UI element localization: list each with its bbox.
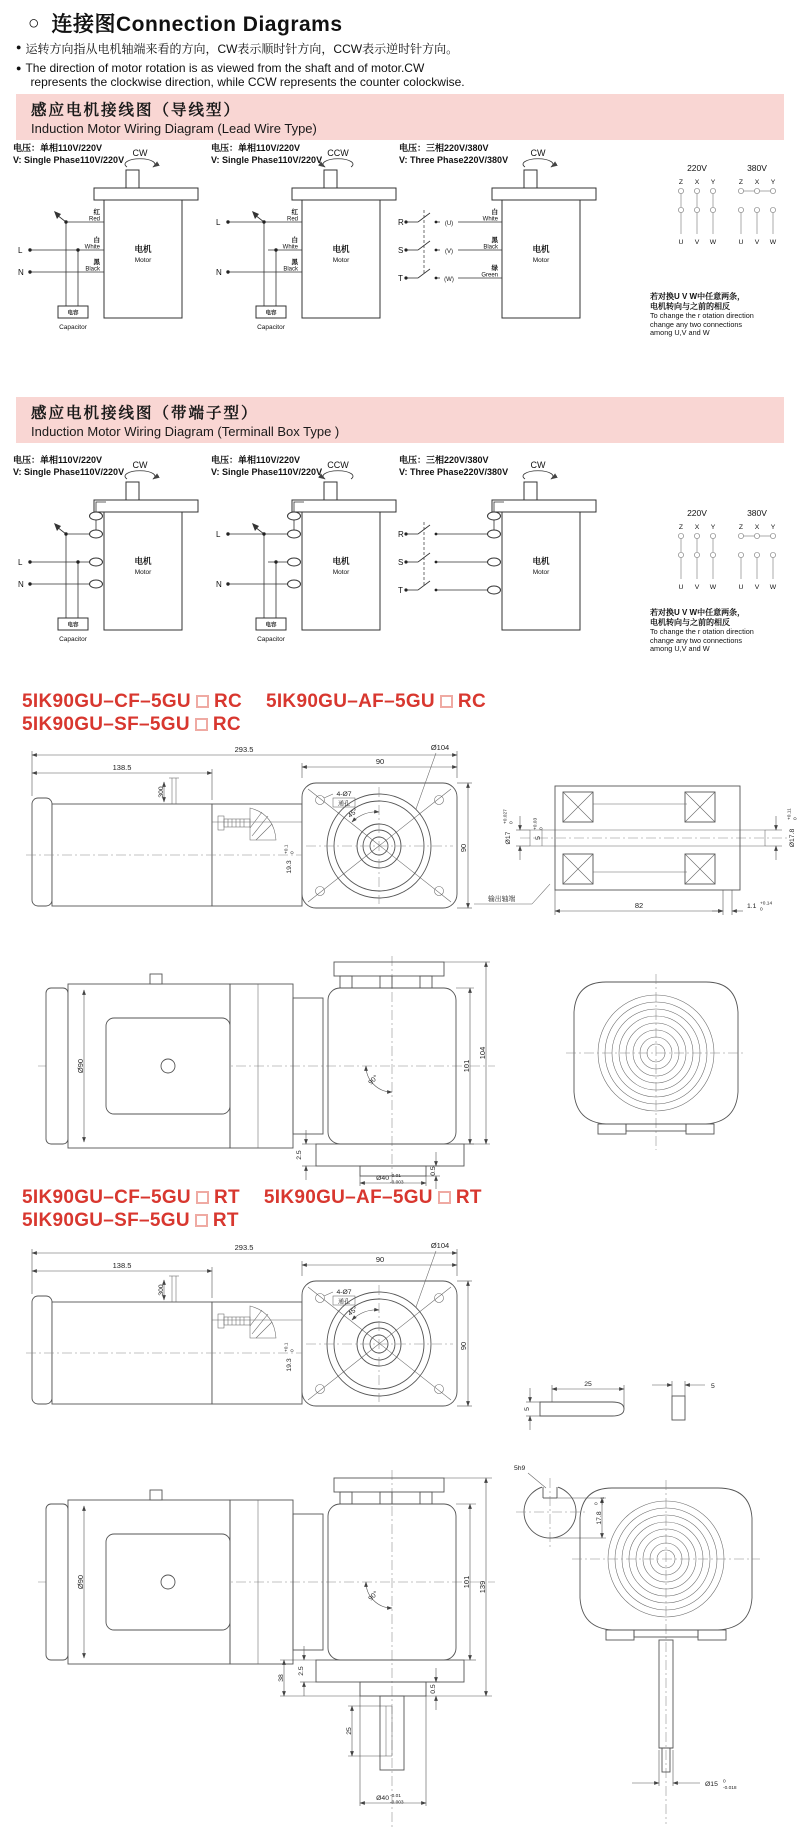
dim-gearbox-width: 90: [375, 1255, 385, 1264]
svg-text:0: 0: [290, 851, 296, 854]
dim-key-length: 25: [584, 1381, 592, 1388]
motor-zh: 电机: [532, 556, 550, 566]
motor-body: [32, 1296, 302, 1404]
rotation-arrow: [323, 471, 353, 479]
model-name: 5IK90GU–AF–5GU: [265, 691, 435, 712]
wires: [30, 502, 106, 618]
note-rotation-zh: [16, 40, 458, 57]
dim-t25: 2.5: [298, 1666, 305, 1676]
voltage-zh: 电压：三相220V/380V: [399, 455, 489, 465]
dim-h101: 101: [462, 1575, 471, 1589]
frame-box-icon: [438, 1191, 451, 1204]
junction-dots: [28, 220, 79, 273]
svg-text:5: 5: [535, 836, 542, 840]
dim-angle-90: 90°: [367, 1074, 380, 1087]
through-hole-label: 通孔: [337, 1299, 351, 1306]
svg-text:+0.1: +0.1: [284, 844, 290, 854]
letter-u: U: [678, 239, 684, 246]
rotation-label: CW: [132, 460, 148, 470]
svg-text:+0.11: +0.11: [787, 808, 793, 820]
wire-black-en: Black: [85, 266, 100, 273]
model-title-rc: [22, 690, 486, 736]
dim-body-diameter: Ø90: [76, 1058, 85, 1074]
v220-label: 220V: [687, 508, 707, 518]
rt-fan-cover-view: [560, 1478, 770, 1830]
letter-v: V: [754, 584, 760, 591]
motor-zh: 电机: [134, 244, 152, 254]
rt-key-detail-drawing: [492, 1364, 792, 1454]
rc-bottom-view-drawing: [8, 944, 500, 1189]
voltage-en: V: Three Phase220V/380V: [399, 155, 509, 165]
key-section: [672, 1396, 685, 1420]
rotation-label: CCW: [327, 460, 349, 470]
dim-mount-holes: 4-Ø7: [336, 791, 352, 798]
letter-z: Z: [678, 524, 684, 531]
voltage-en: V: Single Phase110V/220V: [13, 155, 125, 165]
wire-white-zh: 白: [291, 237, 298, 244]
note-zh2: 电机转向与之前的相反: [650, 302, 730, 311]
terminal-R: R: [398, 218, 404, 227]
dim-angle-45: 45°: [346, 807, 360, 820]
wire-black-zh: 黑: [291, 259, 298, 266]
rc-shaft-section-drawing: [470, 734, 800, 924]
dim-length-82: 82: [634, 901, 644, 910]
terminal-connection-panel-term: [622, 505, 797, 617]
motor-body: [46, 1490, 230, 1664]
page-title: 连接图Connection Diagrams: [51, 13, 343, 36]
dim-t25: 2.5: [296, 1150, 303, 1160]
rotation-arrow: [125, 471, 155, 479]
capacitor-en: Capacitor: [59, 636, 87, 643]
letter-z: Z: [678, 179, 684, 186]
model-name: 5IK90GU–SF–5GU: [22, 1210, 190, 1231]
dim-lip: 0.5: [430, 1166, 437, 1176]
capacitor-en: Capacitor: [257, 636, 285, 643]
note-text-zh: 运转方向指从电机轴端来看的方向，CW表示顺时针方向，CCW表示逆时针方向。: [25, 42, 459, 56]
rotation-label: CW: [530, 460, 546, 470]
letter-x: X: [694, 524, 700, 531]
note-en3: among U,V and W: [650, 644, 710, 654]
rotation-label: CCW: [327, 148, 349, 158]
capacitor-zh: 电容: [67, 310, 79, 317]
motor-zh: 电机: [332, 556, 350, 566]
note-en-line1: The direction of motor rotation is as viewed from the shaft and of motor.CW: [25, 61, 425, 75]
model-suffix: RT: [455, 1187, 482, 1208]
dim-total-length: 293.5: [234, 745, 254, 754]
letter-x: X: [694, 179, 700, 186]
v220-label: 220V: [687, 163, 707, 173]
wire-black-zh: 黑: [93, 259, 100, 266]
wire-red-zh: 红: [93, 209, 100, 216]
shaft-keyway: [386, 1706, 392, 1756]
model-name: 5IK90GU–AF–5GU: [263, 1187, 433, 1208]
section-circle-icon: ○: [28, 12, 40, 34]
svg-text:+0.1: +0.1: [284, 1342, 290, 1352]
voltage-zh: 电压：单相110V/220V: [211, 143, 301, 153]
key-side-profile: [540, 1402, 624, 1416]
capacitor-zh: 电容: [265, 310, 277, 317]
svg-text:0: 0: [539, 827, 545, 830]
rotation-note-lead: [650, 292, 800, 338]
letter-v: V: [694, 239, 700, 246]
frame-box-icon: [440, 695, 453, 708]
voltage-en: V: Single Phase110V/220V: [211, 467, 323, 477]
terminal-T: T: [398, 586, 403, 595]
junction-dots: [226, 532, 277, 585]
dim-boss-diameter: Ø40: [376, 1795, 389, 1802]
dim-lines: [516, 816, 782, 915]
svg-text:-0.1: -0.1: [600, 1496, 606, 1505]
wiring-term-three-cw: [396, 452, 628, 652]
svg-text:Ø17.8: Ø17.8: [789, 828, 796, 848]
terminal-L: L: [18, 246, 23, 255]
model-suffix: RC: [213, 691, 242, 712]
letter-v: V: [694, 584, 700, 591]
dim-step: 1.1: [747, 903, 757, 910]
motor-zh: 电机: [134, 556, 152, 566]
capacitor-zh: 电容: [67, 622, 79, 629]
motor-en: Motor: [332, 569, 350, 576]
terminal-T: T: [398, 274, 403, 283]
model-line1: [22, 1186, 482, 1209]
banner-title-en: Induction Motor Wiring Diagram (Terminall Box Type ): [31, 424, 340, 439]
dim-wire-length: 300: [158, 786, 165, 798]
letter-x: X: [754, 179, 760, 186]
output-shaft-label: 输出轴端: [488, 896, 516, 903]
dim-key-width: 5: [711, 1383, 715, 1390]
svg-text:0: 0: [290, 1349, 296, 1352]
v380-label: 380V: [747, 163, 767, 173]
lead-wire: [169, 778, 179, 804]
terminal-L: L: [18, 558, 23, 567]
banner-title-zh: 感应电机接线图（带端子型）: [31, 405, 259, 422]
wiring-term-single-cw: [10, 452, 210, 652]
rotation-label: CW: [132, 148, 148, 158]
motor-en: Motor: [332, 257, 350, 264]
note-en1: To change the r otation direction: [650, 627, 754, 636]
banner-lead-wire: [16, 94, 784, 140]
dim-lines: [526, 1381, 705, 1430]
rotation-arrow: [125, 159, 155, 167]
dim-h101: 101: [462, 1059, 471, 1073]
motor-en: Motor: [532, 569, 550, 576]
junction-dots: [226, 220, 277, 273]
terminal-N: N: [18, 580, 24, 589]
model-suffix: RT: [212, 1210, 239, 1231]
v380-label: 380V: [747, 508, 767, 518]
dim-boss-dn: -0.003: [390, 1180, 404, 1186]
svg-text:+0.027: +0.027: [503, 809, 509, 824]
gearbox-front-view: [302, 783, 457, 908]
terminal-N: N: [216, 268, 222, 277]
gearhead: [230, 1478, 464, 1770]
model-line1: [22, 690, 486, 713]
dim-rear-shaft-dn: -0.018: [723, 1786, 737, 1791]
model-title-rt: [22, 1186, 482, 1232]
wiring-lead-single-cw: [10, 140, 210, 340]
voltage-zh: 电压：单相110V/220V: [211, 455, 301, 465]
rotation-note-term: [650, 608, 800, 654]
dim-key-length: 25: [346, 1727, 353, 1735]
wiring-lead-single-ccw: [208, 140, 408, 340]
svg-text:19.3: 19.3: [286, 860, 293, 874]
page-header: [28, 8, 343, 38]
svg-text:Ø17: Ø17: [505, 831, 512, 845]
letter-w: W: [709, 584, 717, 591]
letter-v: V: [754, 239, 760, 246]
svg-text:17.8: 17.8: [596, 1511, 603, 1525]
wire-white-en: White: [482, 216, 498, 223]
terminal-S: S: [398, 246, 404, 255]
wire-white-zh: 白: [93, 237, 100, 244]
svg-text:0: 0: [793, 817, 799, 820]
note-en2: change any two connections: [650, 319, 743, 329]
dim-boss-dn: -0.003: [390, 1800, 404, 1806]
rt-side-view-drawing: [12, 1234, 482, 1419]
through-hole-label: 通孔: [337, 801, 351, 808]
dim-rear-shaft-up: 0: [723, 1779, 726, 1785]
rt-bottom-view-drawing: [8, 1430, 500, 1832]
panel-220v: [678, 524, 716, 591]
wire-black-en: Black: [283, 266, 298, 273]
frame-box-icon: [196, 1191, 209, 1204]
rotation-arrow: [523, 159, 553, 167]
dim-gearbox-width: 90: [375, 757, 385, 766]
dim-motor-length: 138.5: [112, 763, 132, 772]
note-en3: among U,V and W: [650, 328, 710, 338]
dim-shaft-d178: [787, 808, 799, 847]
capacitor-zh: 电容: [265, 622, 277, 629]
note-zh1: 若对换U V W中任意两条，: [650, 608, 746, 617]
dim-rear-shaft-dia: Ø15: [705, 1781, 718, 1788]
model-suffix: RC: [212, 714, 241, 735]
motor-zh: 电机: [532, 244, 550, 254]
note-text-en: [25, 61, 464, 89]
frame-box-icon: [196, 695, 209, 708]
letter-w: W: [709, 239, 717, 246]
dim-angle-45: 45°: [346, 1305, 360, 1318]
note-en-line2: represents the clockwise direction, while CCW represents the counter colockwise.: [30, 75, 465, 89]
phase-w: (W): [444, 277, 454, 283]
terminal-S: S: [398, 558, 404, 567]
wire-black-en: Black: [483, 244, 498, 251]
wire-green-en: Green: [481, 272, 498, 279]
motor-en: Motor: [134, 569, 152, 576]
dim-h104: 104: [478, 1046, 487, 1060]
dim-lip: 0.5: [430, 1684, 437, 1694]
terminal-L: L: [216, 218, 221, 227]
frame-box-icon: [195, 718, 208, 731]
letter-u: U: [678, 584, 684, 591]
rc-side-view-drawing: [12, 736, 482, 921]
bullet-icon: ●: [16, 42, 22, 52]
model-suffix: RC: [457, 691, 486, 712]
terminal-connection-panel-lead: [622, 160, 797, 272]
dim-flange-diameter: Ø104: [430, 1241, 450, 1250]
dim-boss-diameter: Ø40: [376, 1175, 389, 1182]
model-suffix: RT: [213, 1187, 240, 1208]
model-line2: [22, 713, 486, 736]
voltage-en: V: Single Phase110V/220V: [13, 467, 125, 477]
dim-flange-diameter: Ø104: [430, 743, 450, 752]
dim-gearbox-height: 90: [459, 843, 468, 853]
letter-u: U: [738, 584, 744, 591]
letter-u: U: [738, 239, 744, 246]
note-en2: change any two connections: [650, 635, 743, 645]
rotation-label: CW: [530, 148, 546, 158]
bullet-icon: ●: [16, 63, 22, 73]
phase-v: (V): [445, 249, 453, 255]
dim-lines: [302, 962, 490, 1189]
motor-zh: 电机: [332, 244, 350, 254]
wiring-lead-three-cw: [396, 140, 628, 340]
letter-y: Y: [710, 179, 716, 186]
wire-red-zh: 红: [291, 209, 298, 216]
capacitor-en: Capacitor: [59, 324, 87, 331]
rotation-arrow: [523, 471, 553, 479]
dim-body-diameter: Ø90: [76, 1574, 85, 1590]
dim-step-up: +0.14: [760, 901, 773, 907]
letter-y: Y: [770, 524, 776, 531]
letter-y: Y: [710, 524, 716, 531]
letter-y: Y: [770, 179, 776, 186]
panel-380v: [738, 179, 776, 246]
terminal-N: N: [216, 580, 222, 589]
svg-text:+0.03: +0.03: [533, 817, 539, 830]
voltage-zh: 电压：单相110V/220V: [13, 143, 103, 153]
phase-u: (U): [444, 221, 454, 227]
lead-wire: [169, 1276, 179, 1302]
wire-white-en: White: [282, 244, 298, 251]
dim-key-height: 5: [524, 1407, 531, 1411]
key-spec-leader: [528, 1473, 546, 1488]
letter-w: W: [769, 239, 777, 246]
svg-text:0: 0: [509, 821, 515, 824]
wire-black-zh: 黑: [491, 237, 498, 244]
dim-wire-length: 300: [158, 1284, 165, 1296]
wire-white-en: White: [84, 244, 100, 251]
dim-lines: [280, 1478, 492, 1806]
wire-red-en: Red: [286, 216, 298, 223]
gearhead: [230, 962, 464, 1176]
note-zh2: 电机转向与之前的相反: [650, 618, 730, 627]
dim-boss-up: -0.01: [390, 1794, 401, 1799]
banner-title-zh: 感应电机接线图（导线型）: [31, 102, 242, 119]
rotation-arrow: [323, 159, 353, 167]
voltage-en: V: Three Phase220V/380V: [399, 467, 509, 477]
capacitor-en: Capacitor: [257, 324, 285, 331]
letter-z: Z: [738, 179, 744, 186]
model-name: 5IK90GU–CF–5GU: [22, 691, 191, 712]
letter-w: W: [769, 584, 777, 591]
dim-total-length: 293.5: [234, 1243, 254, 1252]
wiring-term-single-ccw: [208, 452, 408, 652]
dim-shaft-d17: [503, 809, 515, 845]
frame-box-icon: [195, 1214, 208, 1227]
banner-title-en: Induction Motor Wiring Diagram (Lead Wire Type): [31, 121, 317, 136]
panel-380v: [738, 524, 776, 591]
junction-dots: [28, 532, 79, 585]
wire-white-zh: 白: [491, 209, 498, 216]
voltage-en: V: Single Phase110V/220V: [211, 155, 323, 165]
dim-h139: 139: [478, 1580, 487, 1594]
terminal-N: N: [18, 268, 24, 277]
motor-en: Motor: [532, 257, 550, 264]
wires: [406, 502, 504, 590]
gearbox-front-view: [302, 1281, 457, 1406]
note-en1: To change the r otation direction: [650, 311, 754, 320]
dim-motor-length: 138.5: [112, 1261, 132, 1270]
dim-mount-holes: 4-Ø7: [336, 1289, 352, 1296]
voltage-zh: 电压：单相110V/220V: [13, 455, 103, 465]
note-zh1: 若对换U V W中任意两条，: [650, 292, 746, 301]
motor-en: Motor: [134, 257, 152, 264]
key-spec-label: 5h9: [514, 1465, 526, 1472]
svg-text:19.3: 19.3: [286, 1358, 293, 1372]
svg-text:0: 0: [594, 1502, 600, 1505]
letter-z: Z: [738, 524, 744, 531]
note-rotation-en: [16, 61, 465, 89]
terminal-L: L: [216, 530, 221, 539]
dim-gearbox-height: 90: [459, 1341, 468, 1351]
dim-angle-90: 90°: [367, 1590, 380, 1603]
motor-body: [32, 798, 302, 906]
model-name: 5IK90GU–SF–5GU: [22, 714, 190, 735]
dim-t38: 38: [278, 1674, 285, 1682]
terminal-R: R: [398, 530, 404, 539]
wire-red-en: Red: [88, 216, 100, 223]
panel-220v: [678, 179, 716, 246]
banner-terminal-box: [16, 397, 784, 443]
voltage-zh: 电压：三相220V/380V: [399, 143, 489, 153]
letter-x: X: [754, 524, 760, 531]
model-name: 5IK90GU–CF–5GU: [22, 1187, 191, 1208]
motor-body: [46, 974, 230, 1148]
dim-key-width: [533, 818, 545, 840]
rc-fan-cover-view: [556, 970, 756, 1155]
wires: [228, 502, 304, 618]
model-line2: [22, 1209, 482, 1232]
wire-green-zh: 绿: [491, 265, 498, 272]
dim-boss-up: -0.01: [390, 1174, 401, 1179]
dim-step-dn: 0: [760, 907, 763, 913]
